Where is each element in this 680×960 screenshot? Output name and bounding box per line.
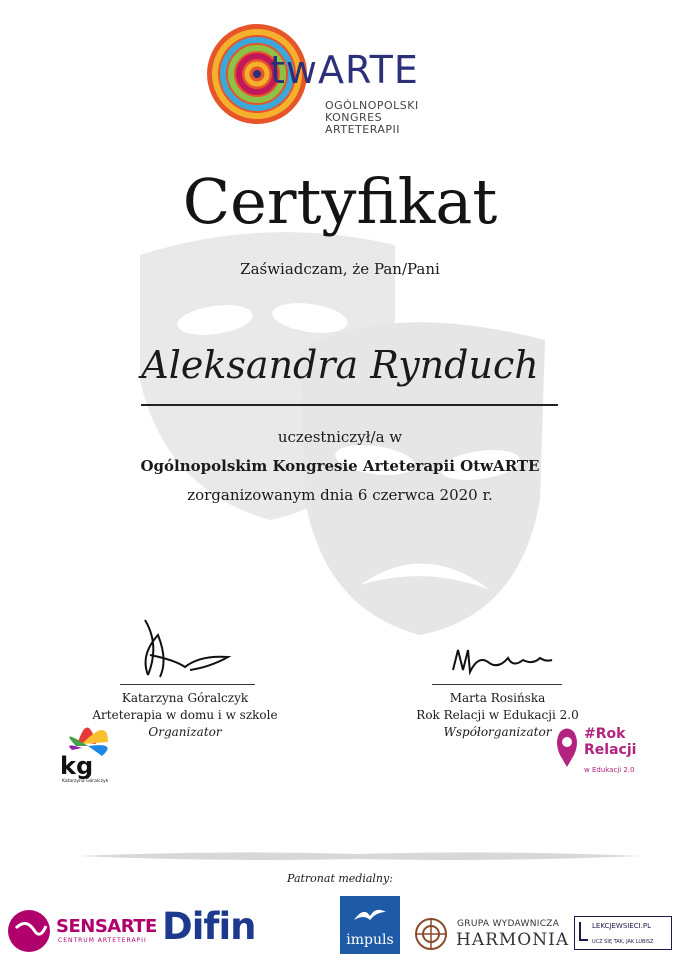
brush-divider <box>80 846 640 866</box>
logo-subtitle: OGÓLNOPOLSKI KONGRES ARTETERAPII <box>325 99 419 136</box>
right-signatory-org: Rok Relacji w Edukacji 2.0 <box>416 708 579 722</box>
left-signatory-name: Katarzyna Góralczyk <box>121 691 249 705</box>
impuls-text: impuls <box>346 932 394 948</box>
participation-line: uczestniczył/a w <box>277 428 403 446</box>
kg-logo <box>58 712 120 784</box>
kg-mark: kg <box>60 752 94 780</box>
sensarte-sub: CENTRUM ARTETERAPII <box>58 937 147 944</box>
difin-logo: Difin <box>162 905 256 948</box>
left-signature <box>120 615 240 685</box>
right-signatory-role: Współorganizator <box>443 725 552 739</box>
lekcjewsieci-sub: UCZ SIĘ TAK, JAK LUBISZ <box>592 939 654 945</box>
rok-relacji-logo: #Rok Relacji <box>584 726 637 758</box>
right-signature-line <box>432 684 562 685</box>
event-name: Ogólnopolskim Kongresie Arteterapii OtwARTE <box>140 457 540 475</box>
logo-wordmark: twARTE <box>270 48 419 92</box>
lekcjewsieci-text: LEKCJEWSIECI.PL <box>592 922 652 930</box>
bird-icon <box>352 902 388 926</box>
sensarte-logo: SENSARTE <box>56 916 157 937</box>
right-signatory-name: Marta Rosińska <box>449 691 546 705</box>
rok-relacji-sub: w Edukacji 2.0 <box>584 766 635 774</box>
harmonia-emblem-icon <box>412 916 450 952</box>
left-signatory-org: Arteterapia w domu i w szkole <box>92 708 278 722</box>
lekcje-icon <box>578 920 590 944</box>
harmonia-group: GRUPA WYDAWNICZA <box>457 919 560 929</box>
certificate-title: Certyfikat <box>182 165 498 238</box>
name-underline <box>141 404 558 406</box>
event-date-line: zorganizowanym dnia 6 czerwca 2020 r. <box>187 486 493 504</box>
harmonia-logo: HARMONIA <box>456 930 570 950</box>
patronage-label: Patronat medialny: <box>287 872 393 885</box>
recipient-name: Aleksandra Rynduch <box>141 343 539 387</box>
left-signatory-role: Organizator <box>148 725 222 739</box>
sensarte-icon <box>6 908 52 954</box>
right-signature <box>448 640 558 685</box>
rok-relacji-mark <box>552 727 582 772</box>
kg-sub: Katarzyna Góralczyk <box>62 779 109 784</box>
left-signature-line <box>120 684 255 685</box>
certificate-intro: Zaświadczam, że Pan/Pani <box>240 260 440 278</box>
